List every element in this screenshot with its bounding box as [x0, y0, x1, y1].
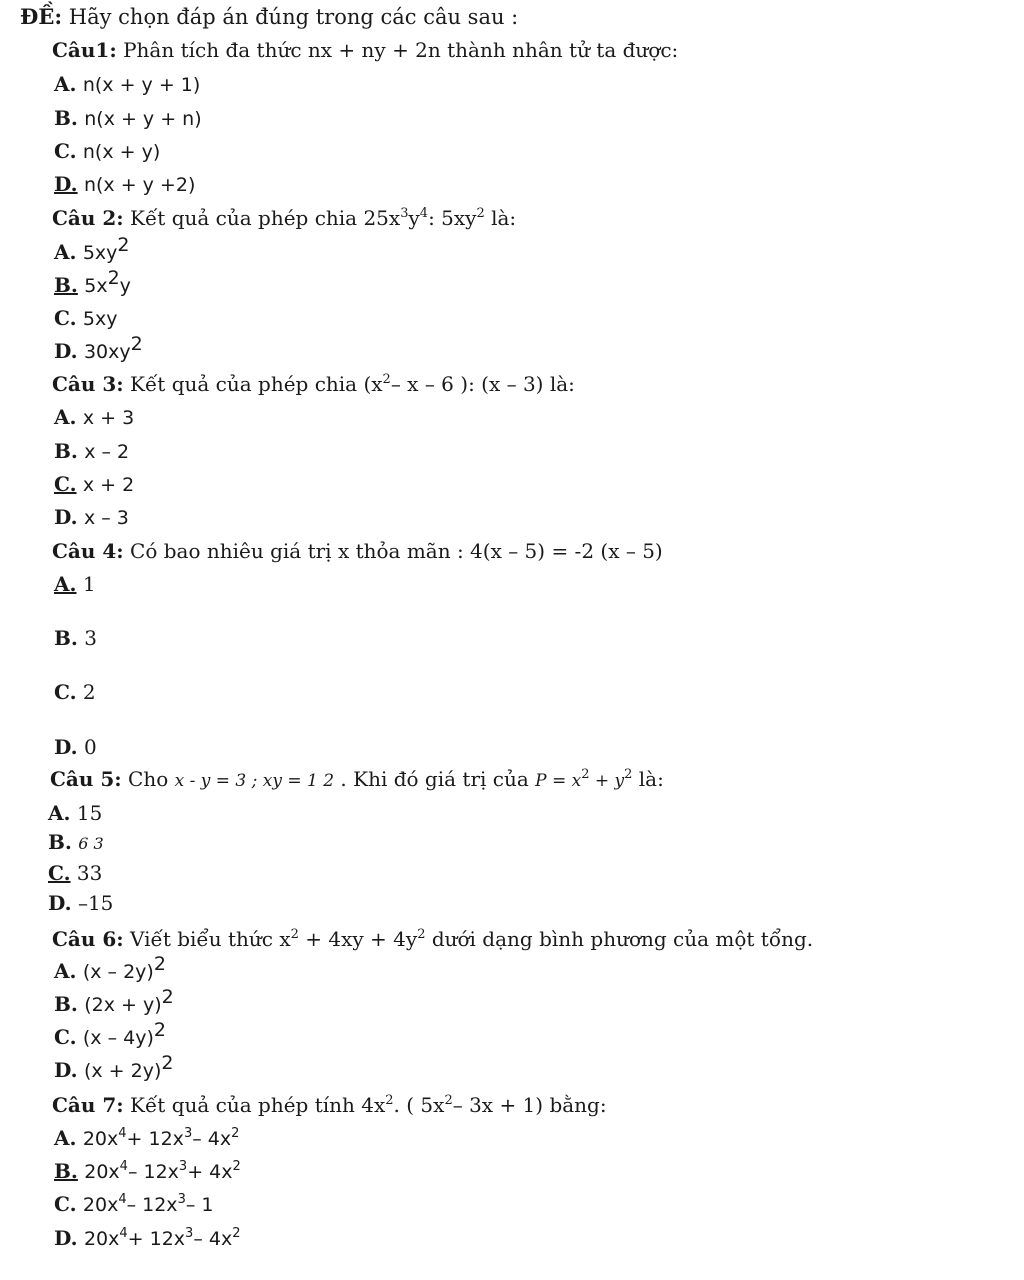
question-4: Câu 4: Có bao nhiêu giá trị x thỏa mãn : 4(x – 5) = -2 (x – 5): [52, 539, 663, 563]
question-3: Câu 3: Kết quả của phép chia ($x^2-$ x – 6 ): (x – 3) là:: [52, 372, 575, 396]
q7-option-d: D. $20x^4+ 12x^3-$ $4x^2$: [54, 1226, 241, 1250]
q1-option-d: D. n(x + y +2): [54, 172, 196, 196]
q7-option-b: B. $20x^4-$ $12x^3+ 4x^2$: [54, 1159, 241, 1183]
q4-option-d: D. 0: [54, 735, 97, 759]
q6-option-c: C. (x – 4y)$^2$: [54, 1019, 166, 1049]
question-1: Câu1: Phân tích đa thức nx + ny + 2n thành nhân tử ta được:: [52, 38, 679, 62]
question-2: Câu 2: Kết quả của phép chia $25x^3y^4$: $5xy^2$ là:: [52, 206, 517, 230]
q4-option-b: B. 3: [54, 626, 97, 650]
q6-option-b: B. $(2x + y)^2$: [54, 986, 174, 1016]
q5-option-b: B. 6 3: [48, 830, 104, 854]
q7-option-c: C. $20x^4-$ $12x^3-$ 1: [54, 1192, 214, 1216]
q1-option-a: A. n(x + y + 1): [54, 72, 201, 96]
question-6: Câu 6: Viết biểu thức $x^2 + 4xy + 4y^2$ dưới dạng bình phương của một tổng.: [52, 927, 814, 951]
q1-option-b: B. n(x + y + n): [54, 106, 202, 130]
q7-option-a: A. $20x^4+ 12x^3-$ $4x^2$: [54, 1126, 240, 1150]
q2-option-c: C. 5xy: [54, 306, 118, 330]
q6-option-d: D. $(x + 2y)^2$: [54, 1052, 174, 1082]
q2-option-b: B. $5x^2y$: [54, 267, 131, 297]
question-5: Câu 5: Cho x - y = 3 ; xy = 1 2 . Khi đó giá trị của $P = x^2 + y^2$ là:: [50, 767, 664, 791]
question-7: Câu 7: Kết quả của phép tính $4x^2$. ( $5x^2-$ 3x + 1) bằng:: [52, 1093, 607, 1117]
q3-option-b: B. x – 2: [54, 439, 130, 463]
q5-option-c: C. 33: [48, 861, 103, 885]
q3-option-c: C. x + 2: [54, 472, 135, 496]
q1-option-c: C. n(x + y): [54, 139, 161, 163]
q5-option-a: A. 15: [48, 801, 103, 825]
q4-option-a: A. 1: [54, 572, 96, 596]
exam-heading: ĐỀ:: [20, 4, 63, 29]
q6-option-a: A. (x – 2y)$^2$: [54, 953, 166, 983]
q2-option-d: D. $30xy^2$: [54, 333, 143, 363]
exam-instruction: ĐỀ: Hãy chọn đáp án đúng trong các câu sau :: [20, 4, 519, 29]
q3-option-a: A. x + 3: [54, 405, 135, 429]
q2-option-a: A. $5xy^2$: [54, 234, 130, 264]
q4-option-c: C. 2: [54, 680, 96, 704]
q5-option-d: D. –15: [48, 891, 114, 915]
q3-option-d: D. x – 3: [54, 505, 129, 529]
